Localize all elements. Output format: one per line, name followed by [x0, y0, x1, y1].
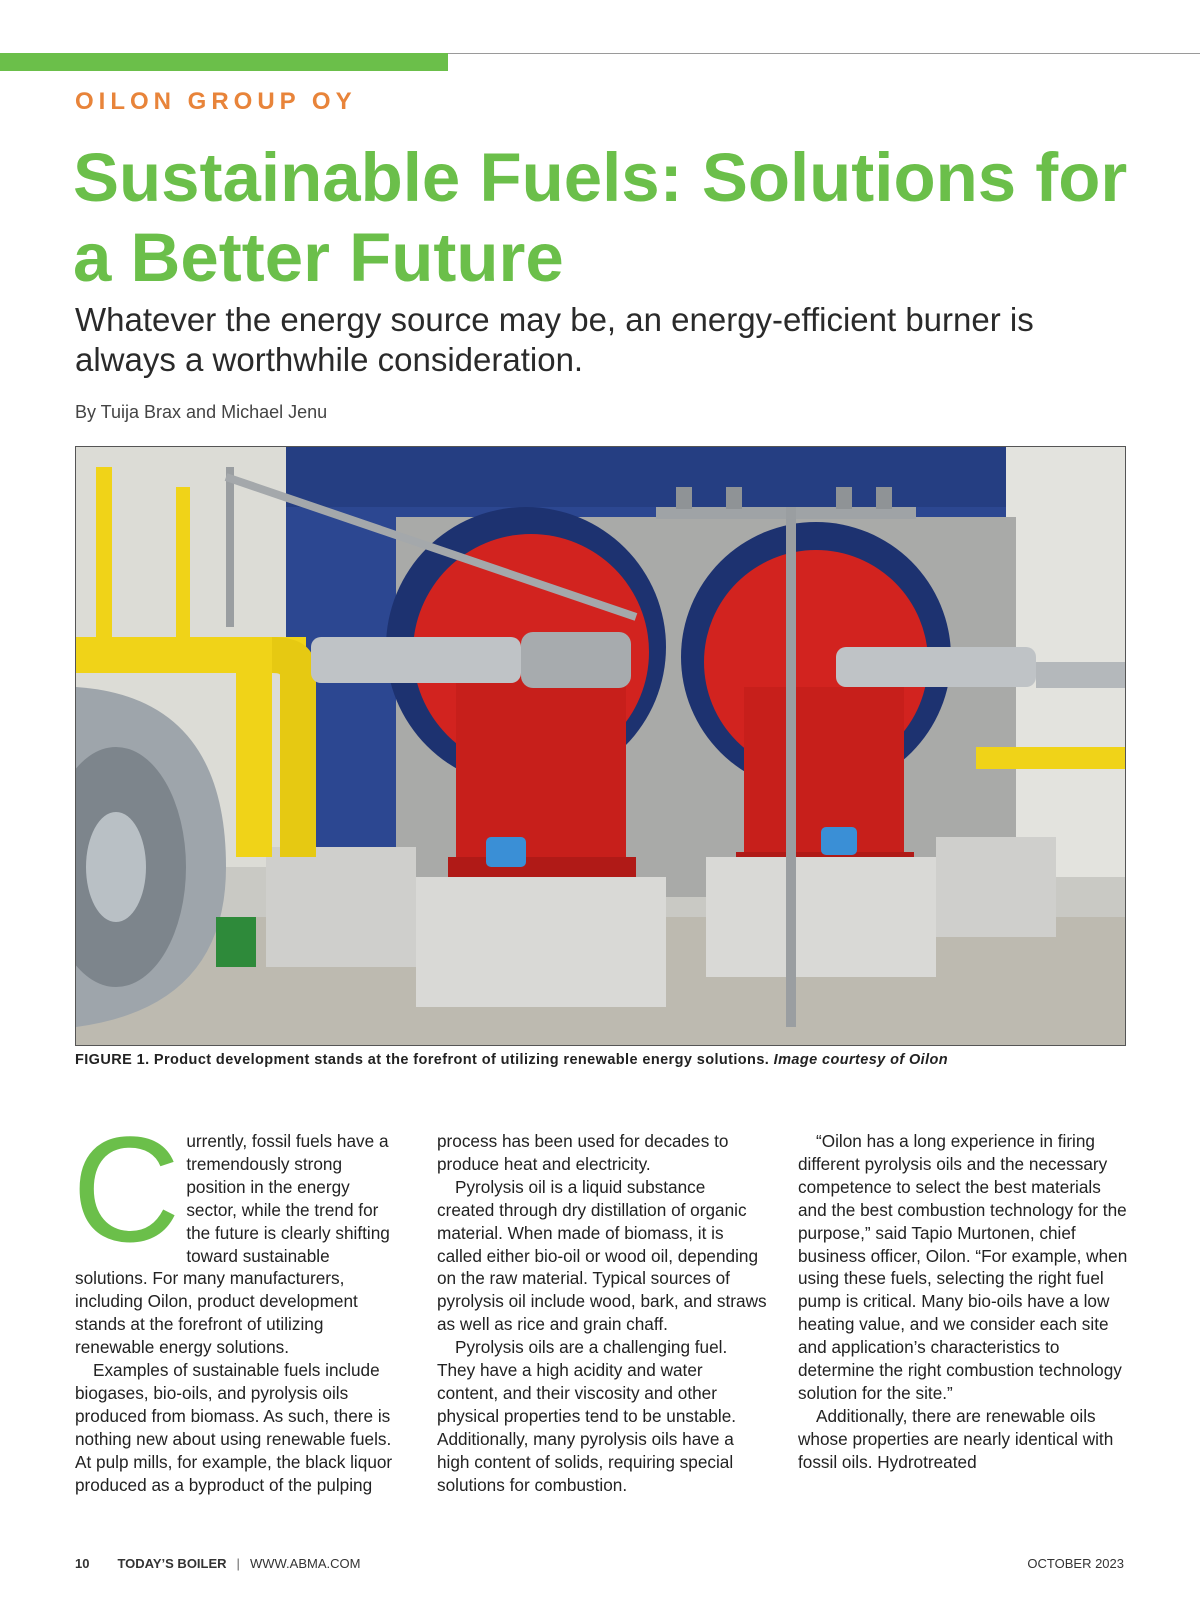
body-column-1 — [72, 1105, 405, 1497]
figure-caption — [75, 1052, 1135, 1068]
col3-paragraph-1: “Oilon has a long experience in firing different pyrolysis oils and the necessary competence to select the best materials and the best combustion technology for the purpose,” said Tapio Murtonen, chief business officer, Oilon. “For example, when using these fuels, selecting the right fuel pump is critical. Many bio-oils have a low heating value, and we consider each site and application’s characteristics to determine the right combustion technology solution for the site.” — [798, 1131, 1128, 1403]
caption-credit: Image courtesy of Oilon — [773, 1052, 949, 1068]
body-column-3 — [798, 1130, 1128, 1474]
caption-text: FIGURE 1. Product development stands at the forefront of utilizing renewable energy solutions. — [75, 1052, 770, 1068]
publication-name: TODAY’S BOILER — [117, 1556, 227, 1571]
page-number: 10 — [75, 1556, 90, 1571]
col2-paragraph-2: Pyrolysis oil is a liquid substance created through dry distillation of organic material. When made of biomass, it is called either bio-oil or wood oil, depending on the raw material. Typical sources of pyrolysis oil include wood, bark, and straws as well as rice and grain chaff. — [437, 1176, 767, 1335]
header-accent-bar — [0, 53, 448, 71]
col1-paragraph-1: urrently, fossil fuels have a tremendously strong position in the energy sector, while the trend for the future is clearly shifting toward sustainable solutions. For many manufacturers, including Oilon, product development stands at the forefront of utilizing renewable energy solutions. — [75, 1131, 390, 1358]
header-rule — [448, 53, 1200, 54]
col1-paragraph-2: Examples of sustainable fuels include biogases, bio-oils, and pyrolysis oils produced from biomass. As such, there is nothing new about using renewable fuels. At pulp mills, for example, the black liquor produced as a byproduct of the pulping — [75, 1360, 393, 1495]
article-deck: Whatever the energy source may be, an energy-efficient burner is always a worthwhile consideration. — [75, 301, 1034, 378]
figure-1-photo — [75, 446, 1126, 1046]
col3-paragraph-2: Additionally, there are renewable oils whose properties are nearly identical with fossil oils. Hydrotreated — [798, 1405, 1114, 1472]
drop-cap: C — [72, 1105, 181, 1273]
col2-paragraph-3: Pyrolysis oils are a challenging fuel. They have a high acidity and water content, and their viscosity and other physical properties tend to be unstable. Additionally, many pyrolysis oils have a high content of solids, requiring special solutions for combustion. — [437, 1337, 737, 1495]
col2-paragraph-1: process has been used for decades to produce heat and electricity. — [437, 1131, 729, 1174]
company-kicker: OILON GROUP OY — [75, 88, 357, 115]
article-headline: Sustainable Fuels: Solutions for a Better Future — [73, 139, 1128, 296]
burner-installation-illustration — [76, 447, 1125, 1045]
issue-date: OCTOBER 2023 — [1027, 1556, 1124, 1571]
body-column-2 — [437, 1130, 767, 1497]
page-footer-left — [75, 1556, 360, 1571]
footer-separator: | — [236, 1556, 240, 1571]
publication-website: WWW.ABMA.COM — [249, 1556, 361, 1571]
article-byline: By Tuija Brax and Michael Jenu — [75, 402, 328, 422]
